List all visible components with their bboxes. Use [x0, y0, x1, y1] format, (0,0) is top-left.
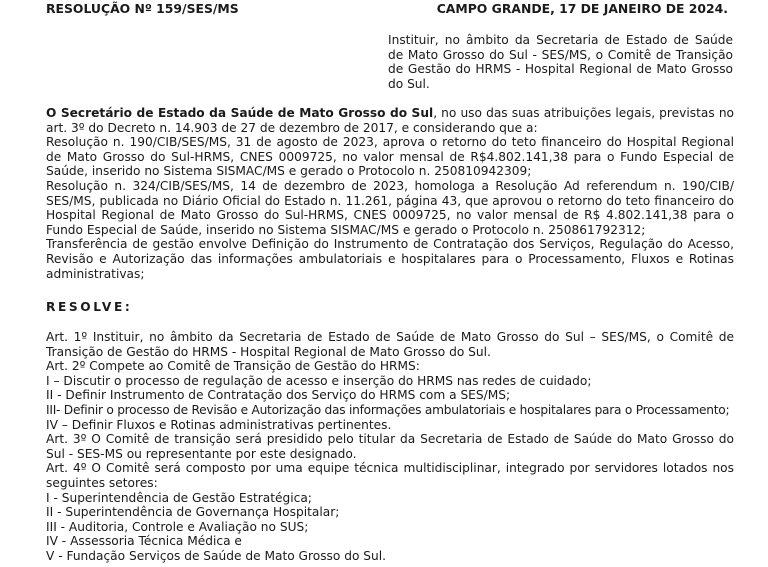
article-4-item-4: IV - Assessoria Técnica Médica e: [46, 534, 242, 549]
resolution-number: RESOLUÇÃO Nº 159/SES/MS: [46, 1, 239, 16]
article-2: Art. 2º Compete ao Comitê de Transição de Gestão do HRMS:: [46, 359, 420, 374]
article-4-item-2: II - Superintendência de Governança Hospitalar;: [46, 505, 340, 520]
preamble: [46, 106, 734, 281]
article-1: Art. 1º Instituir, no âmbito da Secretaria de Estado de Saúde de Mato Grosso do Sul – SES/MS, o Comitê de Transição de Gestão do HRMS - Hospital Regional de Mato Grosso do Sul.: [46, 330, 734, 359]
article-3: Art. 3º O Comitê de transição será presidido pelo titular da Secretaria de Estado de Saúde do Mato Grosso do Sul - SES-MS ou representante por este designado.: [46, 432, 734, 461]
article-2-item-2: II - Definir Instrumento de Contratação dos Serviço do HRMS com a SES/MS;: [46, 388, 511, 403]
resolve-heading: RESOLVE:: [46, 300, 133, 314]
article-4: Art. 4º O Comitê será composto por uma equipe técnica multidisciplinar, integrado por servidores lotados nos seguintes setores:: [46, 461, 734, 490]
article-2-item-1: I – Discutir o processo de regulação de acesso e inserção do HRMS nas redes de cuidado;: [46, 373, 592, 388]
place-date: CAMPO GRANDE, 17 DE JANEIRO DE 2024.: [436, 1, 728, 16]
article-4-item-3: III - Auditoria, Controle e Avaliação no SUS;: [46, 519, 309, 534]
ementa: Instituir, no âmbito da Secretaria de Estado de Saúde de Mato Grosso do Sul - SES/MS, o Comitê de Transição de Gestão do HRMS - Hospital Regional de Mato Grosso do Sul.: [388, 33, 733, 91]
preamble-paragraph: [46, 106, 734, 135]
article-2-item-3: III- Definir o processo de Revisão e Autorização das informações ambulatoriais e hospitalares para o Processamento;: [46, 402, 730, 417]
preamble-intro: , no uso das suas atribuições legais, previstas no art. 3º do Decreto n. 14.903 de 27 de dezembro de 2017, e considerando que a:: [46, 106, 734, 135]
consideration-3: Transferência de gestão envolve Definição do Instrumento de Contratação dos Serviços, Regulação do Acesso, Revisão e Autorização das informações ambulatoriais e hospitalares para o Processamento, Fluxos e Rotinas administrativas;: [46, 237, 734, 281]
article-4-item-5: V - Fundação Serviços de Saúde de Mato Grosso do Sul.: [46, 548, 387, 563]
consideration-2: Resolução n. 324/CIB/SES/MS, 14 de dezembro de 2023, homologa a Resolução Ad referendum n. 190/CIB/ SES/MS, publicada no Diário Oficial do Estado n. 11.261, página 43, que aprovou o retorno do teto financeiro do Hospital Regional de Mato Grosso do Sul-HRMS, CNES 0009725, no valor mensal de R$ 4.802.141,38 para o Fundo Especial de Saúde, inserido no Sistema SISMAC/MS e gerado o Protocolo n. 250861792312;: [46, 178, 734, 237]
articles: [46, 330, 734, 564]
article-4-item-1: I - Superintendência de Gestão Estratégica;: [46, 490, 312, 505]
authority: O Secretário de Estado da Saúde de Mato Grosso do Sul: [46, 106, 434, 120]
article-2-item-4: IV – Definir Fluxos e Rotinas administrativas pertinentes.: [46, 417, 392, 432]
consideration-1: Resolução n. 190/CIB/SES/MS, 31 de agosto de 2023, aprova o retorno do teto financeiro do Hospital Regional de Mato Grosso do Sul-HRMS, CNES 0009725, no valor mensal de R$4.802.141,38 para o Fundo Especial de Saúde, inserido no Sistema SISMAC/MS e gerado o Protocolo n. 250810942309;: [46, 135, 734, 179]
